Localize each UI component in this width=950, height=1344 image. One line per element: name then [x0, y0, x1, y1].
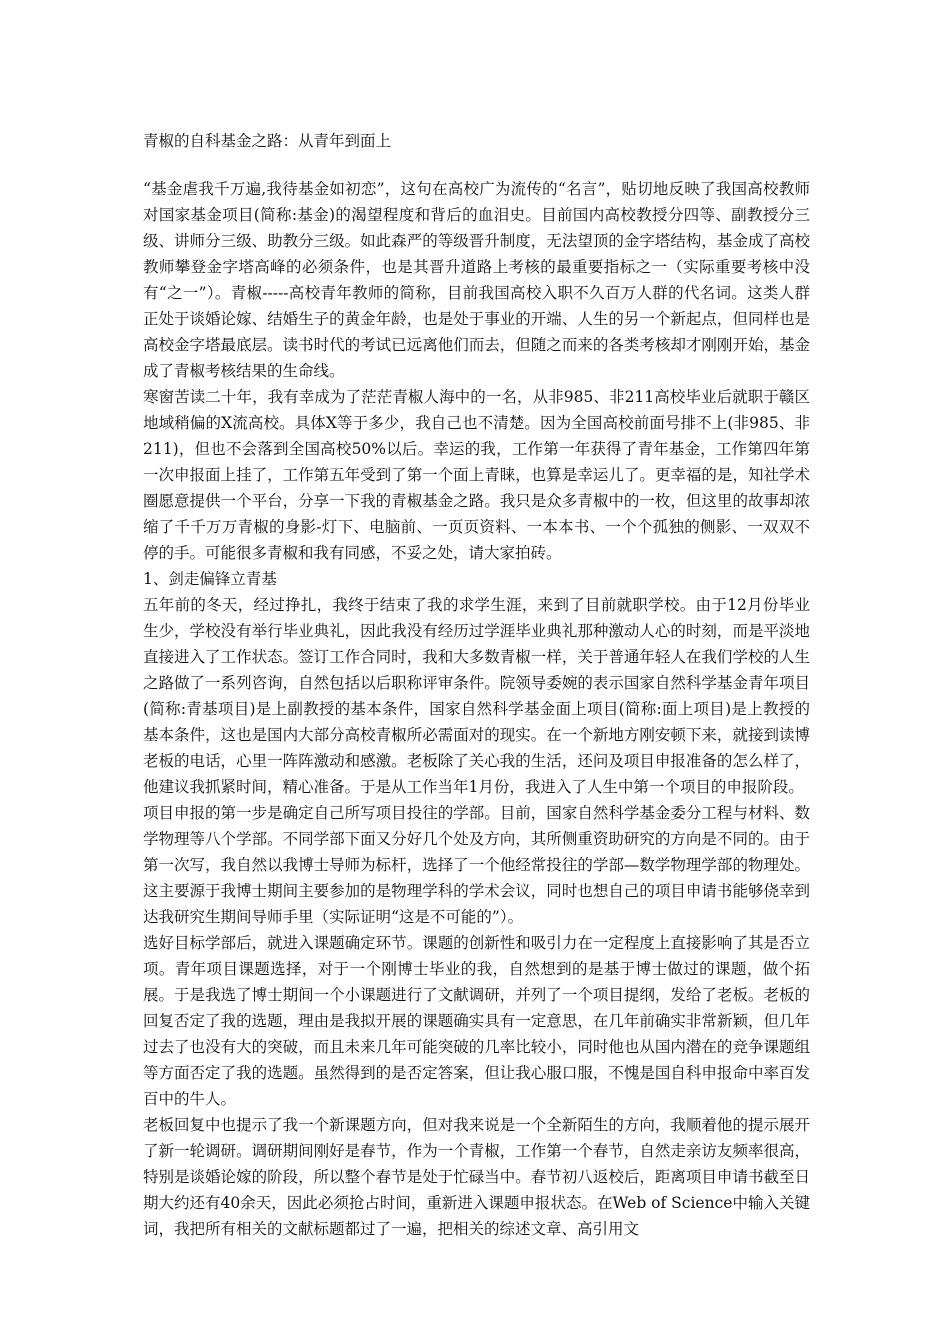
- paragraph-section1-1: 五年前的冬天，经过挣扎，我终于结束了我的求学生涯，来到了目前就职学校。由于12月份毕业生少，学校没有举行毕业典礼，因此我没有经历过学涯毕业典礼那种激动人心的时刻，而是平淡地直接进入了工作状态。签订工作合同时，我和大多数青椒一样，关于普通年轻人在我们学校的人生之路做了一系列咨询，自然包括以后职称评审条件。院领导委婉的表示国家自然科学基金青年项目(简称:青基项目)是上副教授的基本条件，国家自然科学基金面上项目(简称:面上项目)是上教授的基本条件，这也是国内大部分高校青椒所必需面对的现实。在一个新地方刚安顿下来，就接到读博老板的电话，心里一阵阵激动和感激。老板除了关心我的生活，还问及项目申报准备的怎么样了，他建议我抓紧时间，精心准备。于是从工作当年1月份，我进入了人生中第一个项目的申报阶段。: [143, 596, 810, 796]
- document-page: [143, 128, 810, 1242]
- document-title: 青椒的自科基金之路：从青年到面上: [143, 132, 392, 150]
- paragraph-section1-3: 选好目标学部后，就进入课题确定环节。课题的创新性和吸引力在一定程度上直接影响了其是否立项。青年项目课题选择，对于一个刚博士毕业的我，自然想到的是基于博士做过的课题，做个拓展。于是我选了博士期间一个小课题进行了文献调研，并列了一个项目提纲，发给了老板。老板的回复否定了我的选题，理由是我拟开展的课题确实具有一定意思，在几年前确实非常新颖，但几年过去了也没有大的突破，而且未来几年可能突破的几率比较小，同时他也从国内潜在的竞争课题组等方面否定了我的选题。虽然得到的是否定答案，但让我心服口服，不愧是国自科申报命中率百发百中的牛人。: [143, 934, 810, 1108]
- section-heading-1: 1、剑走偏锋立青基: [143, 570, 277, 588]
- paragraph-intro-2: 寒窗苦读二十年，我有幸成为了茫茫青椒人海中的一名，从非985、非211高校毕业后就职于赣区地域稍偏的X流高校。具体X等于多少，我自己也不清楚。因为全国高校前面号排不上(非985、非211)，但也不会落到全国高校50%以后。幸运的我，工作第一年获得了青年基金，工作第四年第一次申报面上挂了，工作第五年受到了第一个面上青睐，也算是幸运儿了。更幸福的是，知社学术圈愿意提供一个平台，分享一下我的青椒基金之路。我只是众多青椒中的一枚，但这里的故事却浓缩了千千万万青椒的身影-灯下、电脑前、一页页资料、一本本书、一个个孤独的侧影、一双双不停的手。可能很多青椒和我有同感，不妥之处，请大家拍砖。: [143, 388, 810, 562]
- paragraph-intro-1: “基金虐我千万遍,我待基金如初恋”，这句在高校广为流传的“名言”，贴切地反映了我国高校教师对国家基金项目(简称:基金)的渴望程度和背后的血泪史。目前国内高校教授分四等、副教授分三级、讲师分三级、助教分三级。如此森严的等级晋升制度，无法望顶的金字塔结构，基金成了高校教师攀登金字塔高峰的必须条件，也是其晋升道路上考核的最重要指标之一（实际重要考核中没有“之一”）。青椒-----高校青年教师的简称，目前我国高校入职不久百万人群的代名词。这类人群正处于谈婚论嫁、结婚生子的黄金年龄，也是处于事业的开端、人生的另一个新起点，但同样也是高校金字塔最底层。读书时代的考试已远离他们而去，但随之而来的各类考核却才刚刚开始，基金成了青椒考核结果的生命线。: [143, 180, 810, 380]
- paragraph-section1-4: 老板回复中也提示了我一个新课题方向，但对我来说是一个全新陌生的方向，我顺着他的提示展开了新一轮调研。调研期间刚好是春节，作为一个青椒，工作第一个春节，自然走亲访友频率很高，特别是谈婚论嫁的阶段，所以整个春节是处于忙碌当中。春节初八返校后，距离项目申请书截至日期大约还有40余天，因此必须抢占时间，重新进入课题申报状态。在Web of Science中输入关键词，我把所有相关的文献标题都过了一遍，把相关的综述文章、高引用文: [143, 1116, 810, 1238]
- paragraph-section1-2: 项目申报的第一步是确定自己所写项目投往的学部。目前，国家自然科学基金委分工程与材料、数学物理等八个学部。不同学部下面又分好几个处及方向，其所侧重资助研究的方向是不同的。由于第一次写，我自然以我博士导师为标杆，选择了一个他经常投往的学部—数学物理学部的物理处。这主要源于我博士期间主要参加的是物理学科的学术会议，同时也想自己的项目申请书能够侥幸到达我研究生期间导师手里（实际证明“这是不可能的”）。: [143, 804, 810, 926]
